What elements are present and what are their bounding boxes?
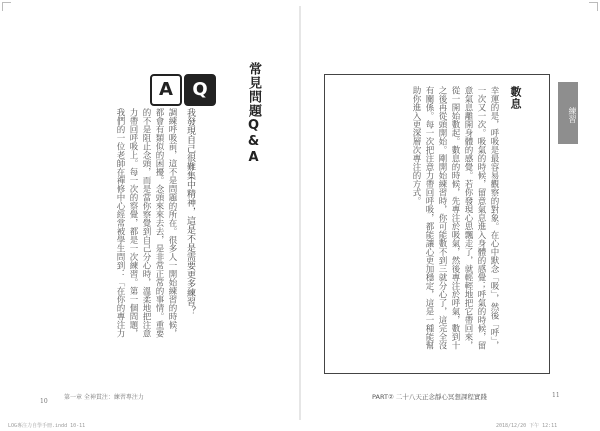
book-gutter [299,6,301,420]
crop-mark [2,2,11,11]
section-tab: 練習 [558,82,578,144]
question-badge: Q [184,74,216,106]
right-part-footer: PART② 二十八天正念靜心冥想課程實踐 [372,393,487,401]
left-page-number: 10 [40,398,48,405]
right-page-number: 11 [552,392,560,399]
answer-body: 調練呼吸前，這不是問題的所在。很多人一開始練習的時候，都會有類似的困擾。念頭來來去去，是非常正常的事情。重要的不是阻止念頭，而是當你察覺到自己分心時，溫柔地把注意力帶回呼吸上。每一次的察覺，都是一次練習。第一個問題，我們的一位老師在禪修中心經常被學生問到：「在你的專注力 [115,108,177,338]
right-body: 幸運的是，呼吸是最容易觀察的對象。在心中默念「吸」，然後「呼」，一次又一次。吸氣的時候，留意氣息進入身體的感覺；呼氣的時候，留意氣息離開身體的感覺。若你發現心思飄走了，就輕輕地把它帶回來，從一開始數起。數息的時候，先專注於吸氣，然後專注於呼氣，數到十之後再從頭開始。剛開始練習時，你可能數不到三就分心了，這完全沒有關係。每一次把注意力帶回呼吸，都能讓心更加穩定，這是一種能幫助你進入更深層次專注的方式。 [411,86,499,350]
answer-badge: A [150,74,182,106]
left-chapter-footer: 第一章 全神貫注：練習專注力 [64,394,144,401]
print-footer-right: 2018/12/20 下午 12:11 [496,423,558,429]
print-footer-left: LOG專注力自學手冊.indd 10-11 [8,423,86,429]
crop-mark [589,2,598,11]
right-page-title: 數息 [509,86,522,110]
left-page-title: 常見問題Q&A [246,62,261,166]
question-text: 我發現自己很難集中精神，這是不是需要更多練習？ [185,108,195,315]
